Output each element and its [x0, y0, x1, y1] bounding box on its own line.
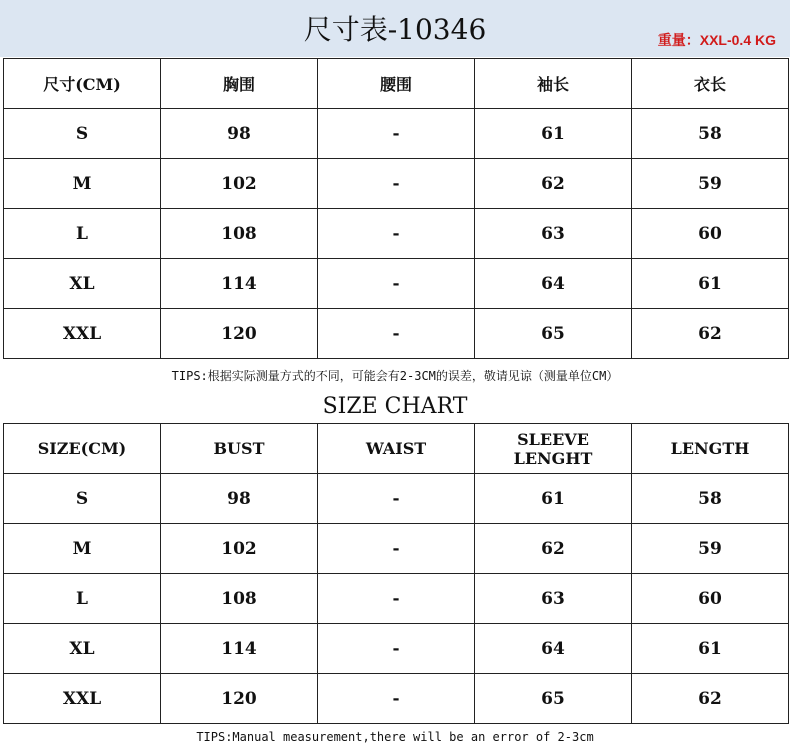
- size-cell: XL: [4, 624, 161, 674]
- waist-cell: -: [318, 109, 475, 159]
- length-cell: 59: [632, 159, 789, 209]
- sleeve-cell: 62: [475, 524, 632, 574]
- waist-cell: -: [318, 524, 475, 574]
- bust-cell: 102: [161, 159, 318, 209]
- waist-cell: -: [318, 674, 475, 724]
- size-cell: L: [4, 209, 161, 259]
- size-cell: M: [4, 159, 161, 209]
- waist-cell: -: [318, 624, 475, 674]
- bust-cell: 102: [161, 524, 318, 574]
- bust-cell: 98: [161, 109, 318, 159]
- length-cell: 58: [632, 109, 789, 159]
- sleeve-cell: 63: [475, 574, 632, 624]
- size-table-english: [3, 423, 789, 724]
- bust-cell: 114: [161, 259, 318, 309]
- table-header-row: [4, 424, 789, 474]
- size-cell: XXL: [4, 674, 161, 724]
- length-cell: 62: [632, 309, 789, 359]
- tips-english: TIPS:Manual measurement,there will be an error of 2-3cm: [196, 730, 594, 744]
- bust-cell: 108: [161, 574, 318, 624]
- header-cell-size: 尺寸(CM): [4, 59, 161, 109]
- sleeve-cell: 65: [475, 309, 632, 359]
- size-cell: S: [4, 474, 161, 524]
- sleeve-cell: 64: [475, 259, 632, 309]
- length-cell: 59: [632, 524, 789, 574]
- header-cell-sleeve: 袖长: [475, 59, 632, 109]
- length-cell: 60: [632, 574, 789, 624]
- tips-chinese: TIPS:根据实际测量方式的不同，可能会有2-3CM的误差，敬请见谅（测量单位CM）: [171, 369, 619, 383]
- length-cell: 62: [632, 674, 789, 724]
- header-cell-length: LENGTH: [632, 424, 789, 474]
- length-cell: 61: [632, 624, 789, 674]
- waist-cell: -: [318, 259, 475, 309]
- bust-cell: 120: [161, 674, 318, 724]
- length-cell: 61: [632, 259, 789, 309]
- sleeve-cell: 62: [475, 159, 632, 209]
- sleeve-cell: 64: [475, 624, 632, 674]
- table-row: [4, 674, 789, 724]
- table-header-row: [4, 59, 789, 109]
- length-cell: 60: [632, 209, 789, 259]
- waist-cell: -: [318, 159, 475, 209]
- table-row: [4, 474, 789, 524]
- header-cell-bust: 胸围: [161, 59, 318, 109]
- size-cell: XXL: [4, 309, 161, 359]
- header-cell-size: SIZE(CM): [4, 424, 161, 474]
- table-row: [4, 574, 789, 624]
- header-cell-bust: BUST: [161, 424, 318, 474]
- table-row: [4, 209, 789, 259]
- table-row: [4, 309, 789, 359]
- size-table-chinese: [3, 58, 789, 359]
- page-title: 尺寸表-10346: [303, 13, 487, 46]
- header-cell-sleeve: SLEEVE LENGHT: [475, 424, 632, 474]
- table-row: [4, 159, 789, 209]
- weight-note: 重量：XXL-0.4 KG: [657, 32, 776, 48]
- size-cell: S: [4, 109, 161, 159]
- table-row: [4, 524, 789, 574]
- waist-cell: -: [318, 309, 475, 359]
- header-cell-waist: WAIST: [318, 424, 475, 474]
- bust-cell: 114: [161, 624, 318, 674]
- bust-cell: 108: [161, 209, 318, 259]
- bust-cell: 98: [161, 474, 318, 524]
- waist-cell: -: [318, 474, 475, 524]
- waist-cell: -: [318, 209, 475, 259]
- header-cell-length: 衣长: [632, 59, 789, 109]
- sleeve-cell: 61: [475, 109, 632, 159]
- size-cell: L: [4, 574, 161, 624]
- bust-cell: 120: [161, 309, 318, 359]
- length-cell: 58: [632, 474, 789, 524]
- size-cell: M: [4, 524, 161, 574]
- table-row: [4, 259, 789, 309]
- sleeve-cell: 63: [475, 209, 632, 259]
- table-row: [4, 624, 789, 674]
- size-cell: XL: [4, 259, 161, 309]
- header-cell-waist: 腰围: [318, 59, 475, 109]
- size-chart-title: SIZE CHART: [322, 394, 468, 419]
- table-row: [4, 109, 789, 159]
- waist-cell: -: [318, 574, 475, 624]
- sleeve-cell: 65: [475, 674, 632, 724]
- sleeve-cell: 61: [475, 474, 632, 524]
